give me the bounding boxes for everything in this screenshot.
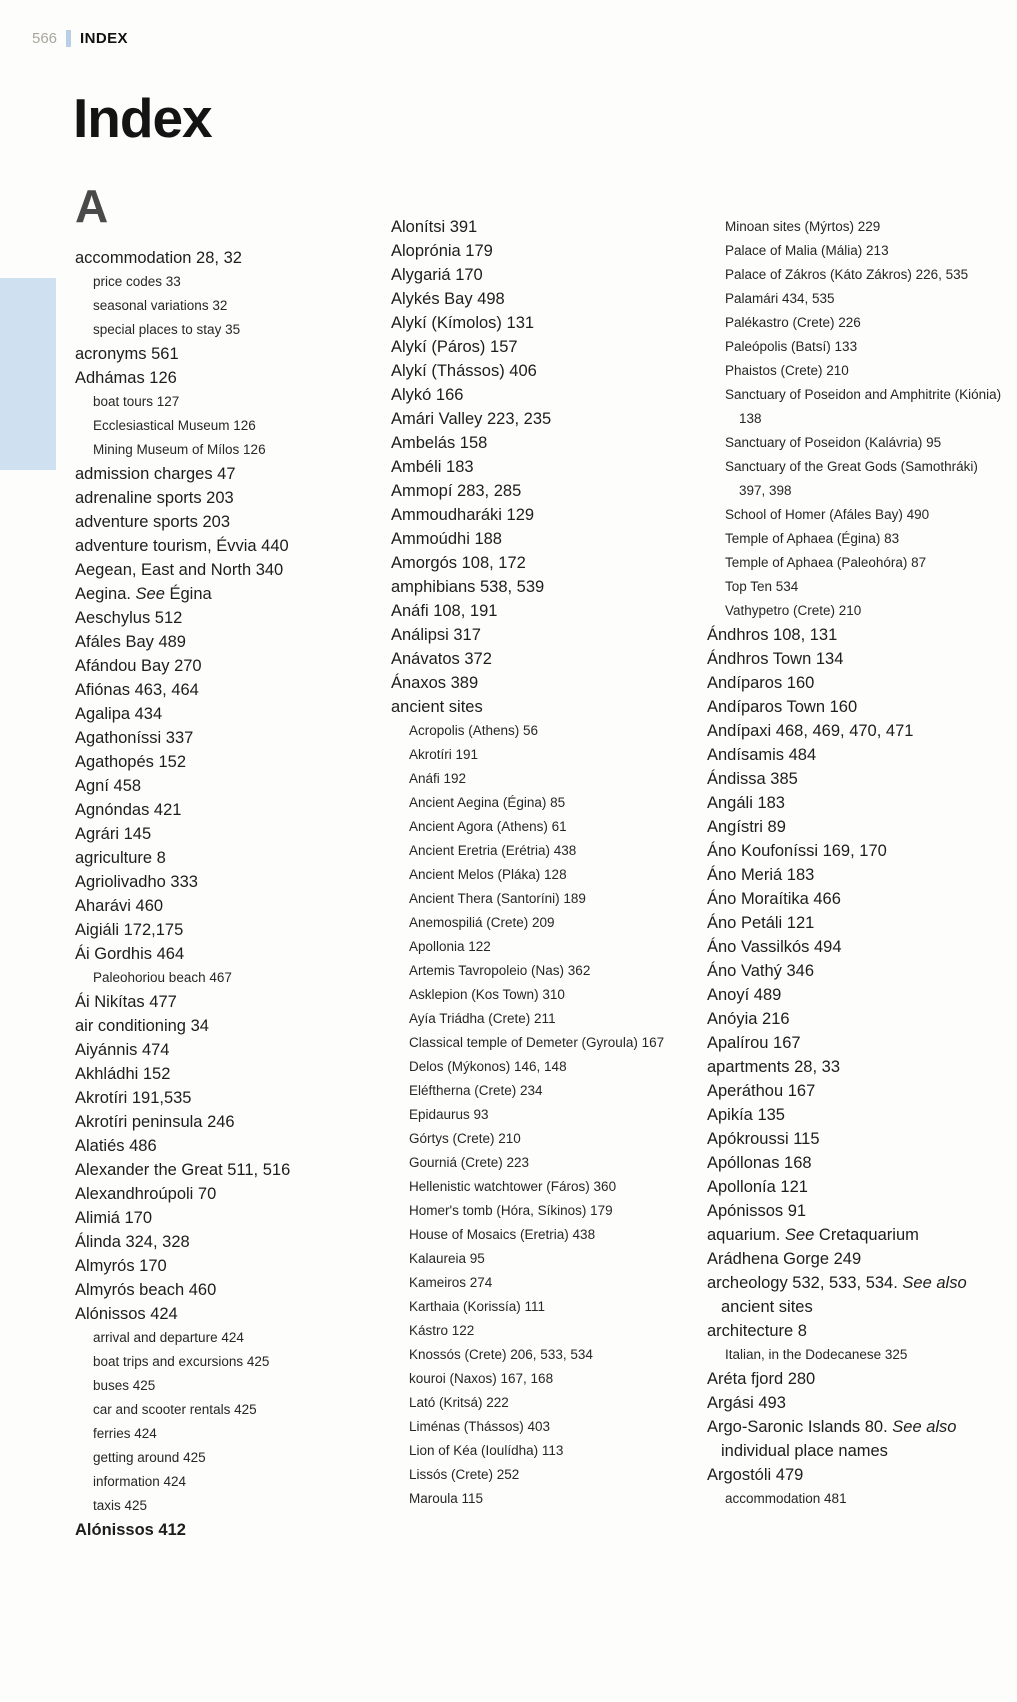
index-entry: Andíparos Town 160 (707, 698, 858, 716)
index-entry: agriculture 8 (75, 849, 166, 867)
index-entry: Agriolivadho 333 (75, 873, 198, 891)
index-entry: Ammoúdhi 188 (391, 530, 502, 548)
index-entry: Áno Meriá 183 (707, 866, 815, 884)
index-entry: amphibians 538, 539 (391, 578, 545, 596)
index-column-1 (75, 180, 371, 1542)
index-entry: Amári Valley 223, 235 (391, 410, 552, 428)
index-column-1-entries (75, 246, 371, 1542)
index-entry: Akhládhi 152 (75, 1065, 171, 1083)
index-subentry: Kalaureia 95 (409, 1251, 485, 1266)
index-entry: Agnóndas 421 (75, 801, 182, 819)
index-entry: Almyrós beach 460 (75, 1281, 217, 1299)
index-entry: aquarium. See Cretaquarium (707, 1226, 919, 1244)
index-subentry: kouroi (Naxos) 167, 168 (409, 1371, 554, 1386)
index-entry: Argo-Saronic Islands 80. See also individual place names (707, 1418, 957, 1460)
index-entry: Agathoníssi 337 (75, 729, 194, 747)
index-entry: Apollonía 121 (707, 1178, 808, 1196)
index-entry: Alexander the Great 511, 516 (75, 1161, 291, 1179)
index-entry: Aperáthou 167 (707, 1082, 816, 1100)
header-divider-bar (66, 30, 71, 47)
index-entry: Alexandhroúpoli 70 (75, 1185, 217, 1203)
index-entry: Alatiés 486 (75, 1137, 157, 1155)
index-subentry: Anemospiliá (Crete) 209 (409, 915, 555, 930)
index-entry: Agní 458 (75, 777, 142, 795)
index-subentry: Artemis Tavropoleio (Nas) 362 (409, 963, 591, 978)
index-column-2 (391, 183, 687, 1542)
index-entry: air conditioning 34 (75, 1017, 209, 1035)
index-subentry: Karthaia (Korissía) 111 (409, 1299, 546, 1314)
index-entry: Amorgós 108, 172 (391, 554, 526, 572)
index-entry: Anávatos 372 (391, 650, 492, 668)
index-entry: Ammopí 283, 285 (391, 482, 522, 500)
index-columns (75, 180, 1003, 1542)
index-entry: Andísamis 484 (707, 746, 817, 764)
page-title: Index (73, 87, 212, 149)
index-entry: Aigiáli 172,175 (75, 921, 184, 939)
index-subentry: Hellenistic watchtower (Fáros) 360 (409, 1179, 617, 1194)
page-number: 566 (32, 30, 58, 47)
index-subentry: Palace of Malia (Mália) 213 (725, 243, 889, 258)
index-subentry: Knossós (Crete) 206, 533, 534 (409, 1347, 593, 1362)
index-subentry: accommodation 481 (725, 1491, 847, 1506)
index-entry: Afáles Bay 489 (75, 633, 186, 651)
index-subentry: Eléftherna (Crete) 234 (409, 1083, 543, 1098)
index-subentry: Minoan sites (Mýrtos) 229 (725, 219, 881, 234)
index-subentry: Paleópolis (Batsí) 133 (725, 339, 858, 354)
index-entry: Afiónas 463, 464 (75, 681, 199, 699)
index-subentry: Anáfi 192 (409, 771, 467, 786)
index-entry: Alygariá 170 (391, 266, 483, 284)
index-entry: Apónissos 91 (707, 1202, 807, 1220)
index-entry: acronyms 561 (75, 345, 179, 363)
section-letter: A (75, 180, 109, 232)
index-subentry: buses 425 (93, 1378, 156, 1393)
index-entry: Aeschylus 512 (75, 609, 183, 627)
index-subentry: Sanctuary of Poseidon (Kalávria) 95 (725, 435, 942, 450)
index-subentry: Kameiros 274 (409, 1275, 493, 1290)
index-subentry: Gourniá (Crete) 223 (409, 1155, 530, 1170)
index-entry: Aegina. See Égina (75, 585, 212, 603)
index-subentry: Liménas (Thássos) 403 (409, 1419, 551, 1434)
index-entry: Ammoudharáki 129 (391, 506, 535, 524)
index-entry: adrenaline sports 203 (75, 489, 234, 507)
index-entry: Alykí (Páros) 157 (391, 338, 518, 356)
index-entry: Adhámas 126 (75, 369, 177, 387)
index-subentry: Epidaurus 93 (409, 1107, 489, 1122)
index-entry: Alónissos 424 (75, 1305, 178, 1323)
index-subentry: Phaistos (Crete) 210 (725, 363, 849, 378)
index-entry: Agathopés 152 (75, 753, 187, 771)
index-subentry: Top Ten 534 (725, 579, 799, 594)
index-entry: Alykí (Kímolos) 131 (391, 314, 535, 332)
index-subentry: Sanctuary of the Great Gods (Samothráki) 397, 398 (725, 459, 978, 498)
index-entry: apartments 28, 33 (707, 1058, 840, 1076)
index-entry: Aegean, East and North 340 (75, 561, 284, 579)
index-subentry: Ayía Triádha (Crete) 211 (409, 1011, 556, 1026)
index-entry: Apókroussi 115 (707, 1130, 820, 1148)
index-entry: architecture 8 (707, 1322, 807, 1340)
index-entry: Áno Vathý 346 (707, 962, 815, 980)
index-subentry: Italian, in the Dodecanese 325 (725, 1347, 908, 1362)
index-subentry: Temple of Aphaea (Paleohóra) 87 (725, 555, 927, 570)
index-entry: Aiyánnis 474 (75, 1041, 170, 1059)
index-entry: Anoyí 489 (707, 986, 782, 1004)
running-header (32, 30, 128, 47)
index-subentry: Classical temple of Demeter (Gyroula) 167 (409, 1035, 665, 1050)
index-entry: Anáfi 108, 191 (391, 602, 498, 620)
index-entry: Análipsi 317 (391, 626, 481, 644)
index-entry: Aréta fjord 280 (707, 1370, 816, 1388)
index-entry: Alykí (Thássos) 406 (391, 362, 537, 380)
index-entry: ancient sites (391, 698, 483, 716)
index-entry: adventure sports 203 (75, 513, 231, 531)
index-entry: Ánaxos 389 (391, 674, 479, 692)
index-entry: Áno Koufoníssi 169, 170 (707, 842, 887, 860)
index-subentry: Ancient Eretria (Erétria) 438 (409, 843, 577, 858)
index-subentry: Paleohoriou beach 467 (93, 970, 232, 985)
index-entry: Andíparos 160 (707, 674, 815, 692)
index-entry: Alimiá 170 (75, 1209, 153, 1227)
index-entry: Anóyia 216 (707, 1010, 790, 1028)
index-subentry: Delos (Mýkonos) 146, 148 (409, 1059, 567, 1074)
index-entry: Arádhena Gorge 249 (707, 1250, 862, 1268)
index-subentry: getting around 425 (93, 1450, 206, 1465)
index-entry: Ambelás 158 (391, 434, 488, 452)
index-subentry: Lissós (Crete) 252 (409, 1467, 520, 1482)
index-entry: Agalipa 434 (75, 705, 163, 723)
index-entry: Álinda 324, 328 (75, 1233, 190, 1251)
index-subentry: House of Mosaics (Eretria) 438 (409, 1227, 596, 1242)
index-entry: Apalírou 167 (707, 1034, 801, 1052)
index-subentry: Homer's tomb (Hóra, Síkinos) 179 (409, 1203, 613, 1218)
index-subentry: Palamári 434, 535 (725, 291, 835, 306)
index-subentry: Ancient Aegina (Égina) 85 (409, 795, 566, 810)
index-entry: Alykés Bay 498 (391, 290, 505, 308)
index-column-3-entries (707, 215, 1003, 1511)
index-subentry: School of Homer (Afáles Bay) 490 (725, 507, 930, 522)
index-entry: Aloprónia 179 (391, 242, 493, 260)
index-subentry: car and scooter rentals 425 (93, 1402, 257, 1417)
index-subentry: Kástro 122 (409, 1323, 475, 1338)
index-subentry: ferries 424 (93, 1426, 157, 1441)
index-entry: Ándhros 108, 131 (707, 626, 838, 644)
index-subentry: Akrotíri 191 (409, 747, 479, 762)
index-entry: Ándhros Town 134 (707, 650, 844, 668)
index-entry: Áno Vassilkós 494 (707, 938, 842, 956)
index-entry: Alonítsi 391 (391, 218, 478, 236)
index-subentry: Temple of Aphaea (Égina) 83 (725, 531, 900, 546)
index-subentry: price codes 33 (93, 274, 181, 289)
index-entry: Ándissa 385 (707, 770, 798, 788)
index-subentry: Górtys (Crete) 210 (409, 1131, 521, 1146)
index-entry: Akrotíri 191,535 (75, 1089, 192, 1107)
index-subentry: Palékastro (Crete) 226 (725, 315, 861, 330)
index-entry: Apikía 135 (707, 1106, 785, 1124)
index-entry: Agrári 145 (75, 825, 152, 843)
index-entry: Almyrós 170 (75, 1257, 167, 1275)
index-column-3 (707, 183, 1003, 1542)
index-entry: accommodation 28, 32 (75, 249, 242, 267)
index-subentry: Vathypetro (Crete) 210 (725, 603, 862, 618)
index-entry: Argási 493 (707, 1394, 786, 1412)
index-entry: Ambéli 183 (391, 458, 474, 476)
index-subentry: Acropolis (Athens) 56 (409, 723, 539, 738)
index-subentry: Ancient Melos (Pláka) 128 (409, 867, 567, 882)
index-entry: Argostóli 479 (707, 1466, 804, 1484)
index-entry: Áno Moraítika 466 (707, 890, 841, 908)
alphabet-thumb-tab (0, 278, 56, 470)
index-subentry: Ecclesiastical Museum 126 (93, 418, 256, 433)
index-entry: Akrotíri peninsula 246 (75, 1113, 235, 1131)
index-subentry: Ancient Agora (Athens) 61 (409, 819, 567, 834)
index-entry: Ái Gordhis 464 (75, 945, 185, 963)
index-entry: Ái Nikítas 477 (75, 993, 177, 1011)
index-subentry: Ancient Thera (Santoríni) 189 (409, 891, 586, 906)
index-subentry: information 424 (93, 1474, 187, 1489)
index-entry: archeology 532, 533, 534. See also ancient sites (707, 1274, 967, 1316)
index-entry: Andípaxi 468, 469, 470, 471 (707, 722, 914, 740)
index-entry: Afándou Bay 270 (75, 657, 202, 675)
index-subentry: Sanctuary of Poseidon and Amphitrite (Kiónia) 138 (725, 387, 1002, 426)
index-entry: Alónissos 412 (75, 1521, 186, 1539)
index-column-2-entries (391, 215, 687, 1511)
index-subentry: Lató (Kritsá) 222 (409, 1395, 509, 1410)
index-subentry: Apollonia 122 (409, 939, 491, 954)
index-subentry: special places to stay 35 (93, 322, 241, 337)
index-entry: Alykó 166 (391, 386, 464, 404)
index-subentry: Palace of Zákros (Káto Zákros) 226, 535 (725, 267, 969, 282)
index-entry: Aharávi 460 (75, 897, 164, 915)
index-subentry: boat tours 127 (93, 394, 180, 409)
index-subentry: boat trips and excursions 425 (93, 1354, 270, 1369)
index-entry: Angístri 89 (707, 818, 786, 836)
index-subentry: arrival and departure 424 (93, 1330, 244, 1345)
index-entry: Apóllonas 168 (707, 1154, 812, 1172)
index-subentry: Asklepion (Kos Town) 310 (409, 987, 565, 1002)
index-entry: admission charges 47 (75, 465, 236, 483)
index-subentry: Lion of Kéa (Ioulídha) 113 (409, 1443, 564, 1458)
index-subentry: Maroula 115 (409, 1491, 484, 1506)
index-subentry: seasonal variations 32 (93, 298, 228, 313)
index-entry: Áno Petáli 121 (707, 914, 815, 932)
index-entry: Angáli 183 (707, 794, 785, 812)
index-entry: adventure tourism, Évvia 440 (75, 537, 289, 555)
index-subentry: Mining Museum of Mílos 126 (93, 442, 266, 457)
index-subentry: taxis 425 (93, 1498, 148, 1513)
header-section-label: INDEX (80, 30, 128, 47)
